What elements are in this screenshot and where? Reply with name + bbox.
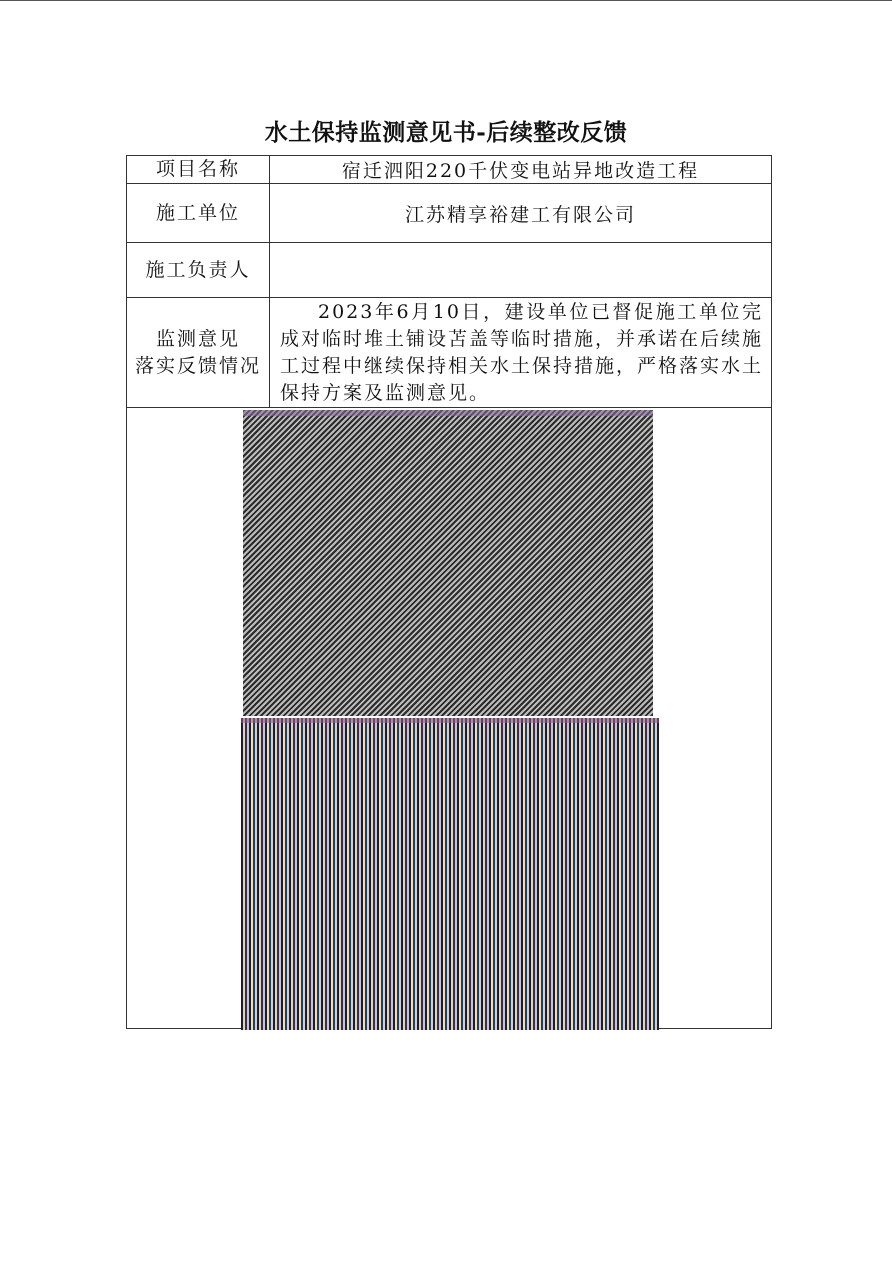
- contractor-lead-value: [270, 243, 772, 298]
- table-row-contractor: [127, 184, 772, 243]
- table-row-feedback: [127, 298, 772, 408]
- feedback-label-line-2: 落实反馈情况: [134, 354, 261, 377]
- table-row-project-name: [127, 156, 772, 184]
- contractor-lead-label: 施工负责人: [127, 243, 270, 298]
- site-photo-1: [243, 410, 653, 716]
- feedback-form-table: [126, 155, 772, 1029]
- project-name-label: 项目名称: [127, 156, 270, 184]
- page-top-rule: [0, 0, 892, 1]
- feedback-text: 2023年6月10日，建设单位已督促施工单位完成对临时堆土铺设苫盖等临时措施，并承诺在后续施工过程中继续保持相关水土保持措施，严格落实水土保持方案及监测意见。: [270, 298, 772, 408]
- feedback-label: [127, 298, 270, 408]
- site-photo-2: [241, 718, 659, 1030]
- document-title: 水土保持监测意见书-后续整改反馈: [264, 119, 628, 146]
- table-row-contractor-lead: [127, 243, 772, 298]
- photo-cell: [127, 408, 772, 1029]
- contractor-value: 江苏精享裕建工有限公司: [270, 184, 772, 243]
- project-name-value: 宿迁泗阳220千伏变电站异地改造工程: [270, 156, 772, 184]
- feedback-label-line-1: 监测意见: [155, 327, 240, 350]
- table-row-photos: [127, 408, 772, 1029]
- contractor-label: 施工单位: [127, 184, 270, 243]
